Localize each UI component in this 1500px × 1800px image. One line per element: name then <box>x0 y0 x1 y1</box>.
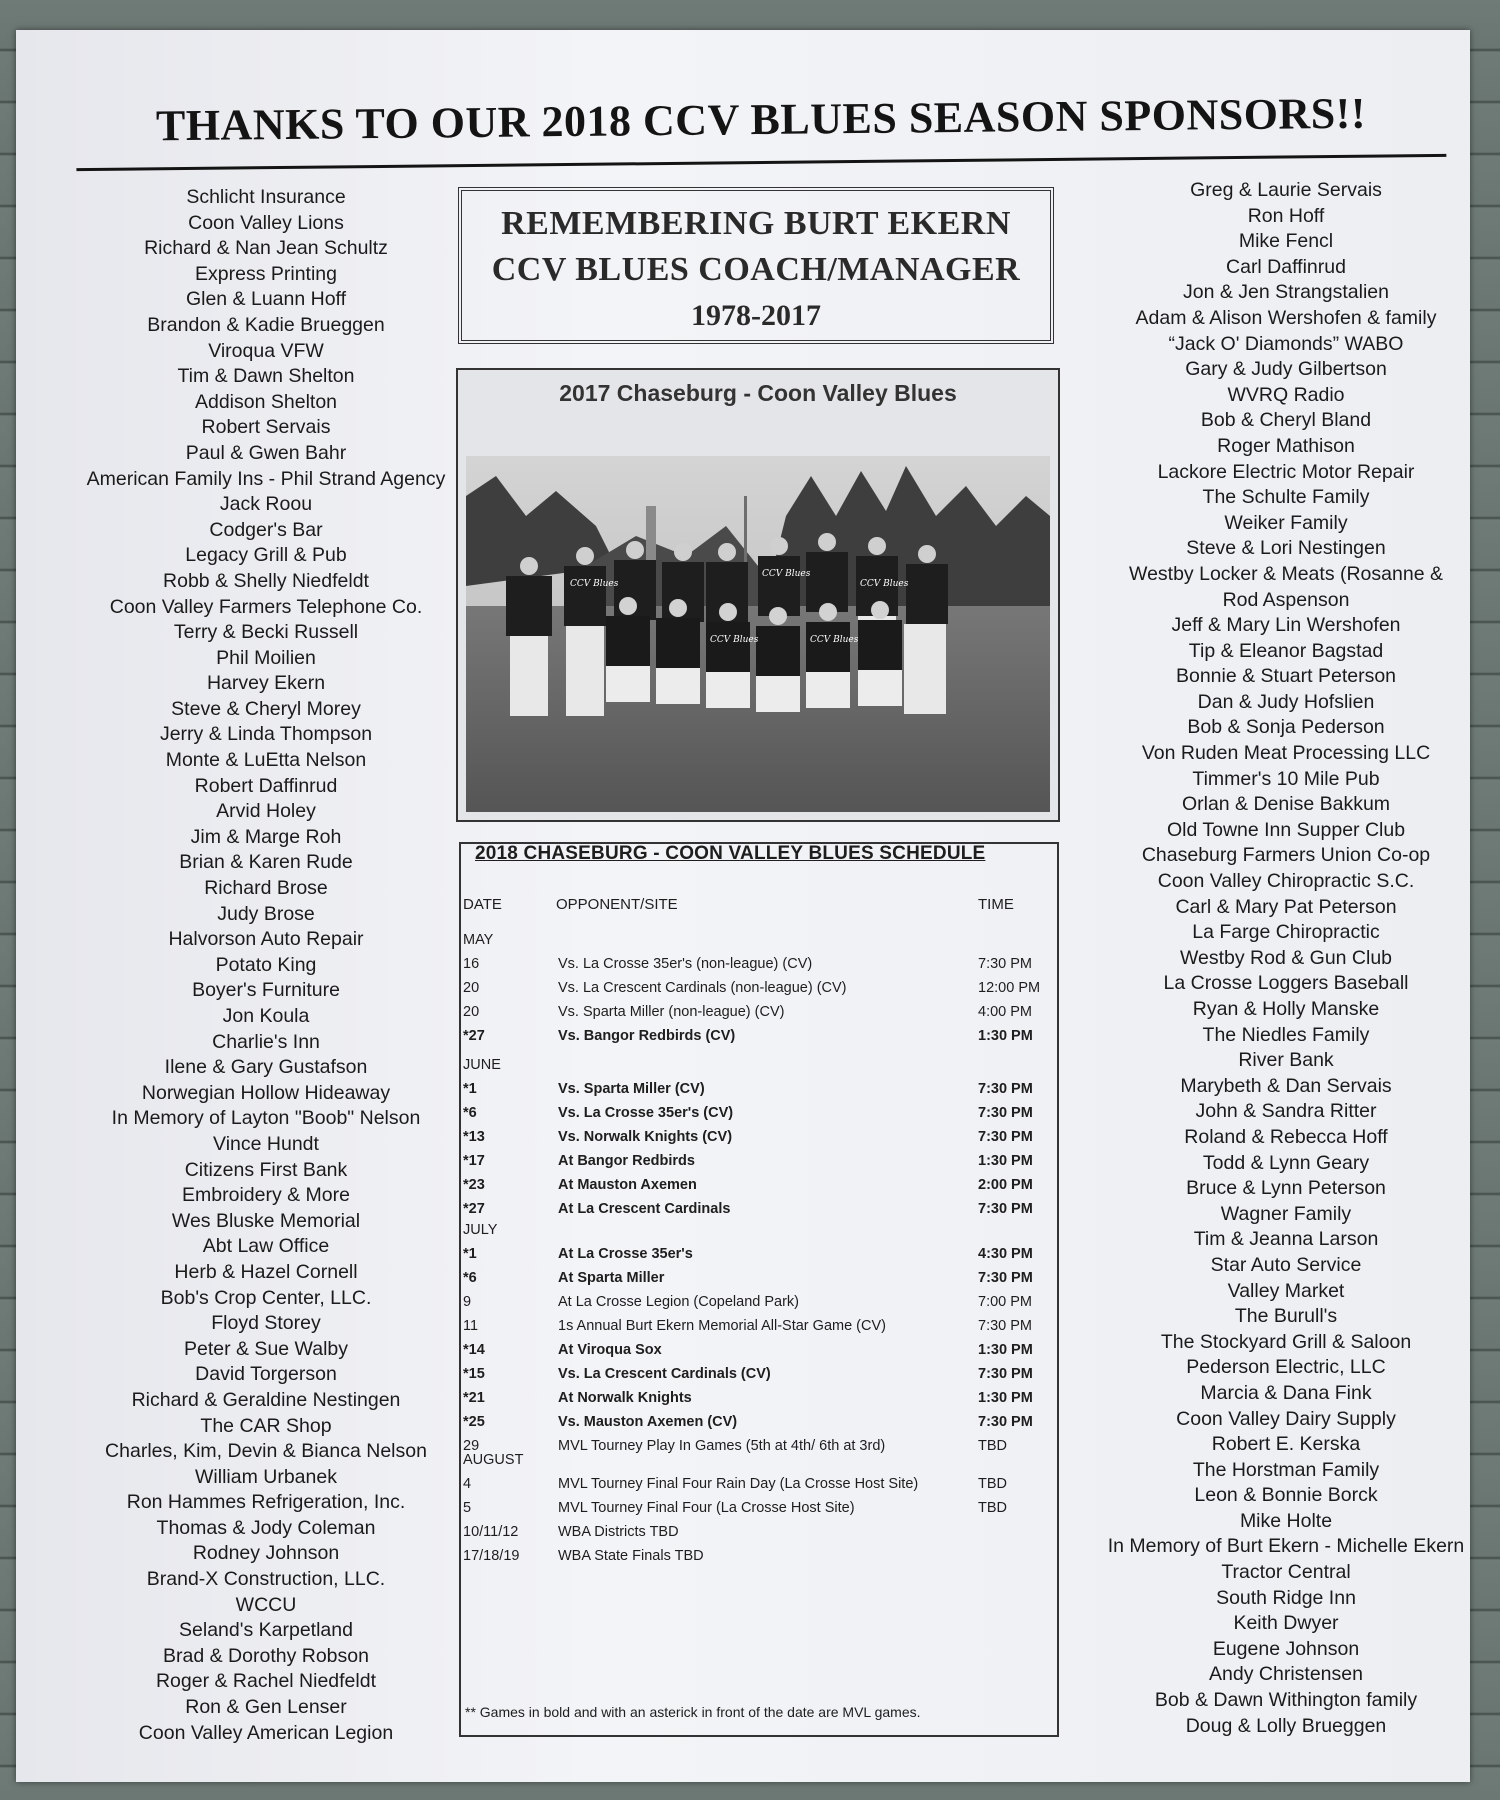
sponsor-name: Wagner Family <box>1220 1202 1352 1225</box>
game-time: 7:30 PM <box>978 1366 1033 1382</box>
team-photo-frame <box>456 368 1060 822</box>
sponsor-name: Wes Bluske Memorial <box>171 1209 361 1232</box>
sponsor-name: The Burull's <box>1234 1305 1338 1328</box>
sponsor-name: In Memory of Layton "Boob" Nelson <box>111 1107 421 1130</box>
sponsor-name: Todd & Lynn Geary <box>1202 1151 1370 1174</box>
sponsor-name: Jon & Jen Strangstalien <box>1183 281 1389 304</box>
game-opponent: Vs. Sparta Miller (non-league) (CV) <box>558 1004 785 1020</box>
game-opponent: MVL Tourney Play In Games (5th at 4th/ 6th at 3rd) <box>558 1438 886 1454</box>
sponsor-name: Rod Aspenson <box>1222 588 1350 611</box>
sponsor-name: William Urbanek <box>195 1465 337 1488</box>
schedule-row <box>461 1177 1057 1199</box>
sponsor-name: Coon Valley Lions <box>188 211 344 234</box>
game-date: *25 <box>463 1414 485 1430</box>
sponsor-name: Charlie's Inn <box>212 1030 320 1053</box>
sponsor-name: Codger's Bar <box>209 518 323 541</box>
sponsor-name: Coon Valley Chiropractic S.C. <box>1157 870 1415 893</box>
sponsor-name: Dan & Judy Hofslien <box>1197 690 1375 713</box>
jersey-lettering: CCV Blues <box>762 569 811 579</box>
sponsor-name: Carl Daffinrud <box>1226 255 1346 278</box>
sponsor-name: Boyer's Furniture <box>192 979 340 1002</box>
sponsor-name: Ilene & Gary Gustafson <box>164 1056 368 1079</box>
header-date: DATE <box>463 896 502 913</box>
sponsor-name: The Horstman Family <box>1192 1458 1380 1481</box>
game-date: 4 <box>463 1476 472 1492</box>
sponsor-name: Brian & Karen Rude <box>179 851 353 874</box>
sponsor-name: Keith Dwyer <box>1233 1612 1339 1635</box>
jersey-lettering: CCV Blues <box>810 635 859 645</box>
game-date: *13 <box>463 1129 485 1145</box>
sponsor-list-right <box>1061 178 1500 1739</box>
game-opponent: At Viroqua Sox <box>558 1342 662 1358</box>
sponsor-name: Jim & Marge Roh <box>190 825 342 848</box>
sponsor-name: “Jack O' Diamonds” WABO <box>1168 332 1404 355</box>
sponsor-name: Roland & Rebecca Hoff <box>1184 1125 1388 1148</box>
schedule-row <box>461 1390 1057 1412</box>
memorial-years: 1978-2017 <box>691 299 821 332</box>
sponsor-name: Monte & LuEtta Nelson <box>165 749 367 772</box>
schedule-row <box>461 1028 1057 1050</box>
sponsor-name: Steve & Lori Nestingen <box>1186 537 1386 560</box>
schedule-row <box>461 1318 1057 1340</box>
game-time: 12:00 PM <box>978 980 1041 996</box>
sponsor-name: WCCU <box>235 1593 297 1616</box>
sponsor-name: La Farge Chiropractic <box>1192 921 1380 944</box>
sponsor-name: Charles, Kim, Devin & Bianca Nelson <box>105 1440 427 1463</box>
sponsor-name: Mike Holte <box>1239 1509 1333 1532</box>
schedule-row <box>461 1004 1057 1026</box>
game-date: *21 <box>463 1390 485 1406</box>
game-time: 4:30 PM <box>978 1246 1033 1262</box>
schedule-row <box>461 1294 1057 1316</box>
sponsor-name: Brad & Dorothy Robson <box>163 1644 369 1667</box>
game-opponent: MVL Tourney Final Four Rain Day (La Crosse Host Site) <box>558 1476 919 1492</box>
schedule-row <box>461 1524 1057 1546</box>
schedule-row <box>461 1476 1057 1498</box>
game-date: *6 <box>463 1105 477 1121</box>
game-opponent: MVL Tourney Final Four (La Crosse Host Site) <box>558 1500 855 1516</box>
sponsor-name: River Bank <box>1238 1049 1334 1072</box>
jersey-lettering: CCV Blues <box>570 579 619 589</box>
sponsor-name: Westby Locker & Meats (Rosanne & <box>1129 562 1443 585</box>
sponsor-name: Jeff & Mary Lin Wershofen <box>1171 614 1401 637</box>
schedule-row <box>461 1201 1057 1223</box>
sponsor-name: Glen & Luann Hoff <box>185 288 347 311</box>
memorial-line-2: CCV BLUES COACH/MANAGER <box>491 251 1021 288</box>
game-opponent: WBA State Finals TBD <box>558 1548 704 1564</box>
sponsor-name: Robert Servais <box>201 416 331 439</box>
game-date: *15 <box>463 1366 485 1382</box>
sponsor-name: Vince Hundt <box>213 1132 319 1155</box>
sponsor-name: Brand-X Construction, LLC. <box>146 1568 386 1591</box>
sponsor-name: Bob's Crop Center, LLC. <box>160 1286 372 1309</box>
sponsor-name: Coon Valley Farmers Telephone Co. <box>109 595 423 618</box>
sponsor-name: Coon Valley Dairy Supply <box>1176 1407 1396 1430</box>
sponsor-name: Gary & Judy Gilbertson <box>1185 358 1387 381</box>
game-opponent: WBA Districts TBD <box>558 1524 679 1540</box>
game-opponent: At Sparta Miller <box>558 1270 665 1286</box>
sponsor-name: Express Printing <box>195 262 337 285</box>
sponsor-name: Arvid Holey <box>216 800 316 823</box>
schedule-row <box>461 1246 1057 1268</box>
game-opponent: At La Crosse 35er's <box>558 1246 693 1262</box>
game-opponent: Vs. Mauston Axemen (CV) <box>558 1414 738 1430</box>
header-time: TIME <box>978 896 1014 913</box>
game-opponent: Vs. Bangor Redbirds (CV) <box>558 1028 736 1044</box>
schedule-box <box>459 842 1059 1737</box>
sponsor-name: Ryan & Holly Manske <box>1192 998 1380 1020</box>
sponsor-name: Andy Christensen <box>1209 1663 1363 1686</box>
sponsor-name: Bonnie & Stuart Peterson <box>1175 665 1397 688</box>
sponsor-name: Robert Daffinrud <box>194 774 338 797</box>
game-time: 1:30 PM <box>978 1028 1033 1044</box>
sponsor-name: Ron Hoff <box>1247 204 1325 227</box>
game-date: 5 <box>463 1500 472 1516</box>
sponsor-name: Roger & Rachel Niedfeldt <box>155 1670 377 1693</box>
game-time: 1:30 PM <box>978 1153 1033 1169</box>
sponsor-name: Steve & Cheryl Morey <box>171 697 361 720</box>
game-opponent: At La Crosse Legion (Copeland Park) <box>558 1294 799 1310</box>
sponsor-name: Abt Law Office <box>202 1235 330 1258</box>
game-time: 7:30 PM <box>978 1414 1033 1430</box>
sponsor-name: Embroidery & More <box>182 1184 350 1207</box>
schedule-row <box>461 1153 1057 1175</box>
game-opponent: 1s Annual Burt Ekern Memorial All-Star Game (CV) <box>558 1318 886 1334</box>
sponsor-name: Herb & Hazel Cornell <box>174 1260 358 1283</box>
game-time: TBD <box>978 1500 1007 1516</box>
game-opponent: Vs. La Crescent Cardinals (non-league) (CV) <box>558 980 847 996</box>
sponsor-name: Mike Fencl <box>1238 230 1334 253</box>
schedule-month: JUNE <box>463 1057 501 1073</box>
sponsor-name: Pederson Electric, LLC <box>1186 1356 1386 1379</box>
sponsor-name: David Torgerson <box>195 1363 337 1386</box>
game-opponent: Vs. Sparta Miller (CV) <box>558 1081 705 1097</box>
sponsor-name: Chaseburg Farmers Union Co-op <box>1141 844 1431 867</box>
game-time: 7:30 PM <box>978 1129 1033 1145</box>
sponsor-name: Jack Roou <box>219 493 313 516</box>
game-opponent: Vs. La Crosse 35er's (non-league) (CV) <box>558 956 813 972</box>
memorial-line-1: REMEMBERING BURT EKERN <box>501 205 1011 242</box>
sponsor-name: Richard & Nan Jean Schultz <box>144 237 388 260</box>
schedule-row <box>461 1366 1057 1388</box>
sponsor-name: Roger Mathison <box>1217 434 1355 457</box>
game-date: *17 <box>463 1153 485 1169</box>
sponsor-name: The Stockyard Grill & Saloon <box>1160 1330 1412 1353</box>
game-date: *6 <box>463 1270 477 1286</box>
game-date: *27 <box>463 1201 485 1217</box>
sponsor-name: Harvey Ekern <box>206 672 326 695</box>
game-date: *1 <box>463 1081 477 1097</box>
schedule-row <box>461 1105 1057 1127</box>
sponsor-name: Carl & Mary Pat Peterson <box>1175 895 1397 918</box>
game-date: *23 <box>463 1177 485 1193</box>
sponsor-name: Valley Market <box>1227 1279 1345 1302</box>
game-time: 2:00 PM <box>978 1177 1033 1193</box>
sponsor-name: Robb & Shelly Niedfeldt <box>163 569 369 592</box>
schedule-row <box>461 980 1057 1002</box>
sponsor-name: Tim & Jeanna Larson <box>1193 1228 1379 1251</box>
sponsor-name: Robert E. Kerska <box>1211 1433 1361 1456</box>
sponsor-name: Halvorson Auto Repair <box>168 928 364 951</box>
sponsor-name: Von Ruden Meat Processing LLC <box>1141 742 1431 765</box>
sponsor-name: Addison Shelton <box>194 390 338 413</box>
game-date: 9 <box>463 1294 472 1310</box>
sponsor-name: WVRQ Radio <box>1227 383 1345 406</box>
sponsor-name: Tractor Central <box>1221 1561 1351 1584</box>
sponsor-name: Richard & Geraldine Nestingen <box>131 1388 401 1411</box>
sponsor-name: Bob & Sonja Pederson <box>1187 716 1385 739</box>
sponsor-name: South Ridge Inn <box>1216 1586 1356 1609</box>
game-time: 1:30 PM <box>978 1342 1033 1358</box>
sponsor-name: Bob & Cheryl Bland <box>1200 409 1372 432</box>
sponsor-name: La Crosse Loggers Baseball <box>1163 972 1409 995</box>
game-time: 7:30 PM <box>978 956 1032 972</box>
sponsor-name: Eugene Johnson <box>1212 1637 1360 1660</box>
sponsor-name: Jon Koula <box>222 1005 310 1027</box>
sponsor-name: Peter & Sue Walby <box>183 1337 349 1360</box>
game-time: TBD <box>978 1438 1007 1454</box>
memorial-box <box>458 187 1054 344</box>
schedule-row <box>461 1270 1057 1292</box>
sponsor-name: Tip & Eleanor Bagstad <box>1188 639 1384 662</box>
sponsor-name: Greg & Laurie Servais <box>1190 179 1382 201</box>
game-date: 17/18/19 <box>463 1548 520 1564</box>
game-date: *27 <box>463 1028 485 1044</box>
sponsor-name: Terry & Becki Russell <box>173 621 359 644</box>
header-opponent: OPPONENT/SITE <box>556 896 678 913</box>
sponsor-name: Doug & Lolly Brueggen <box>1185 1714 1387 1737</box>
sponsor-name: John & Sandra Ritter <box>1195 1100 1377 1123</box>
sponsor-name: Floyd Storey <box>211 1312 321 1335</box>
jersey-lettering: CCV Blues <box>710 635 759 645</box>
sponsor-name: American Family Ins - Phil Strand Agency <box>86 467 446 490</box>
team-photo-image <box>466 456 1050 812</box>
sponsor-name: Rodney Johnson <box>192 1542 340 1565</box>
schedule-month: JULY <box>463 1222 498 1238</box>
sponsor-name: Judy Brose <box>217 902 315 925</box>
game-opponent: At Bangor Redbirds <box>558 1153 695 1169</box>
sponsor-name: Thomas & Jody Coleman <box>156 1516 376 1539</box>
game-opponent: Vs. Norwalk Knights (CV) <box>558 1129 733 1145</box>
game-opponent: At La Crescent Cardinals <box>558 1201 731 1217</box>
sponsor-name: Marybeth & Dan Servais <box>1180 1074 1392 1097</box>
team-photo <box>466 456 1050 812</box>
schedule-row <box>461 1438 1057 1460</box>
game-time: 4:00 PM <box>978 1004 1032 1020</box>
sponsor-name: Old Towne Inn Supper Club <box>1166 818 1406 841</box>
game-time: TBD <box>978 1476 1007 1492</box>
sponsor-name: Ron & Gen Lenser <box>185 1696 347 1719</box>
sponsor-name: The Niedles Family <box>1202 1023 1370 1046</box>
sponsor-name: Marcia & Dana Fink <box>1200 1381 1372 1404</box>
sponsor-name: Westby Rod & Gun Club <box>1179 946 1393 969</box>
sponsor-name: Citizens First Bank <box>184 1158 348 1181</box>
sponsor-name: Bob & Dawn Withington family <box>1154 1689 1418 1712</box>
schedule-row <box>461 1342 1057 1364</box>
sponsor-name: Star Auto Service <box>1210 1253 1362 1276</box>
sponsor-name: Seland's Karpetland <box>179 1619 353 1642</box>
sponsor-name: Viroqua VFW <box>208 339 324 362</box>
schedule-row <box>461 1129 1057 1151</box>
sponsor-name: Leon & Bonnie Borck <box>1194 1484 1378 1507</box>
sponsor-name: Coon Valley American Legion <box>138 1721 394 1744</box>
schedule-row <box>461 1500 1057 1522</box>
game-opponent: Vs. La Crosse 35er's (CV) <box>558 1105 734 1121</box>
game-date: 11 <box>463 1318 479 1334</box>
sponsor-name: The CAR Shop <box>200 1414 332 1437</box>
sponsor-name: Lackore Electric Motor Repair <box>1157 460 1415 483</box>
game-date: 29 <box>463 1438 480 1454</box>
team-photo-title: 2017 Chaseburg - Coon Valley Blues <box>559 380 957 406</box>
schedule-month: AUGUST <box>463 1452 524 1468</box>
game-opponent: At Norwalk Knights <box>558 1390 692 1406</box>
game-opponent: Vs. La Crescent Cardinals (CV) <box>558 1366 771 1382</box>
sponsor-name: Jerry & Linda Thompson <box>159 723 373 746</box>
sponsor-name: Richard Brose <box>204 877 328 900</box>
sponsor-name: Orlan & Denise Bakkum <box>1181 793 1391 816</box>
sponsor-name: Phil Moilien <box>216 646 316 669</box>
game-time: 7:30 PM <box>978 1081 1033 1097</box>
game-date: 16 <box>463 956 480 972</box>
game-time: 1:30 PM <box>978 1390 1033 1406</box>
sponsor-name: Adam & Alison Wershofen & family <box>1135 306 1437 329</box>
schedule-row <box>461 956 1057 978</box>
schedule-row <box>461 1081 1057 1103</box>
game-opponent: At Mauston Axemen <box>558 1177 697 1193</box>
poster-headline: THANKS TO OUR 2018 CCV BLUES SEASON SPONSORS!! <box>76 78 1447 171</box>
sponsor-name: Timmer's 10 Mile Pub <box>1192 767 1380 790</box>
sponsor-name: Legacy Grill & Pub <box>185 544 347 567</box>
schedule-month: MAY <box>463 932 494 948</box>
sponsor-name: Brandon & Kadie Brueggen <box>147 313 385 336</box>
game-date: *1 <box>463 1246 477 1262</box>
game-date: 10/11/12 <box>463 1524 519 1540</box>
game-time: 7:30 PM <box>978 1201 1033 1217</box>
game-time: 7:30 PM <box>978 1270 1033 1286</box>
game-date: *14 <box>463 1342 485 1358</box>
schedule-title: 2018 CHASEBURG - COON VALLEY BLUES SCHEDULE <box>475 843 986 864</box>
jersey-lettering: CCV Blues <box>860 579 909 589</box>
sponsor-name: Potato King <box>215 953 317 976</box>
sponsor-name: Weiker Family <box>1224 511 1348 534</box>
game-time: 7:30 PM <box>978 1318 1032 1334</box>
sponsor-name: Paul & Gwen Bahr <box>185 441 347 464</box>
sponsor-name: Norwegian Hollow Hideaway <box>141 1081 391 1104</box>
sponsor-name: The Schulte Family <box>1202 486 1370 509</box>
game-date: 20 <box>463 980 480 996</box>
schedule-row <box>461 1414 1057 1436</box>
sponsor-name: Schlicht Insurance <box>186 186 346 208</box>
sponsor-name: In Memory of Burt Ekern - Michelle Ekern <box>1107 1535 1465 1558</box>
game-time: 7:30 PM <box>978 1105 1033 1121</box>
game-time: 7:00 PM <box>978 1294 1032 1310</box>
sponsor-poster <box>16 30 1470 1782</box>
schedule-footnote: ** Games in bold and with an asterick in front of the date are MVL games. <box>465 1704 921 1720</box>
sponsor-name: Ron Hammes Refrigeration, Inc. <box>126 1491 406 1514</box>
sponsor-name: Tim & Dawn Shelton <box>177 365 355 388</box>
sponsor-name: Bruce & Lynn Peterson <box>1186 1177 1386 1200</box>
game-date: 20 <box>463 1004 480 1020</box>
schedule-row <box>461 1548 1057 1570</box>
